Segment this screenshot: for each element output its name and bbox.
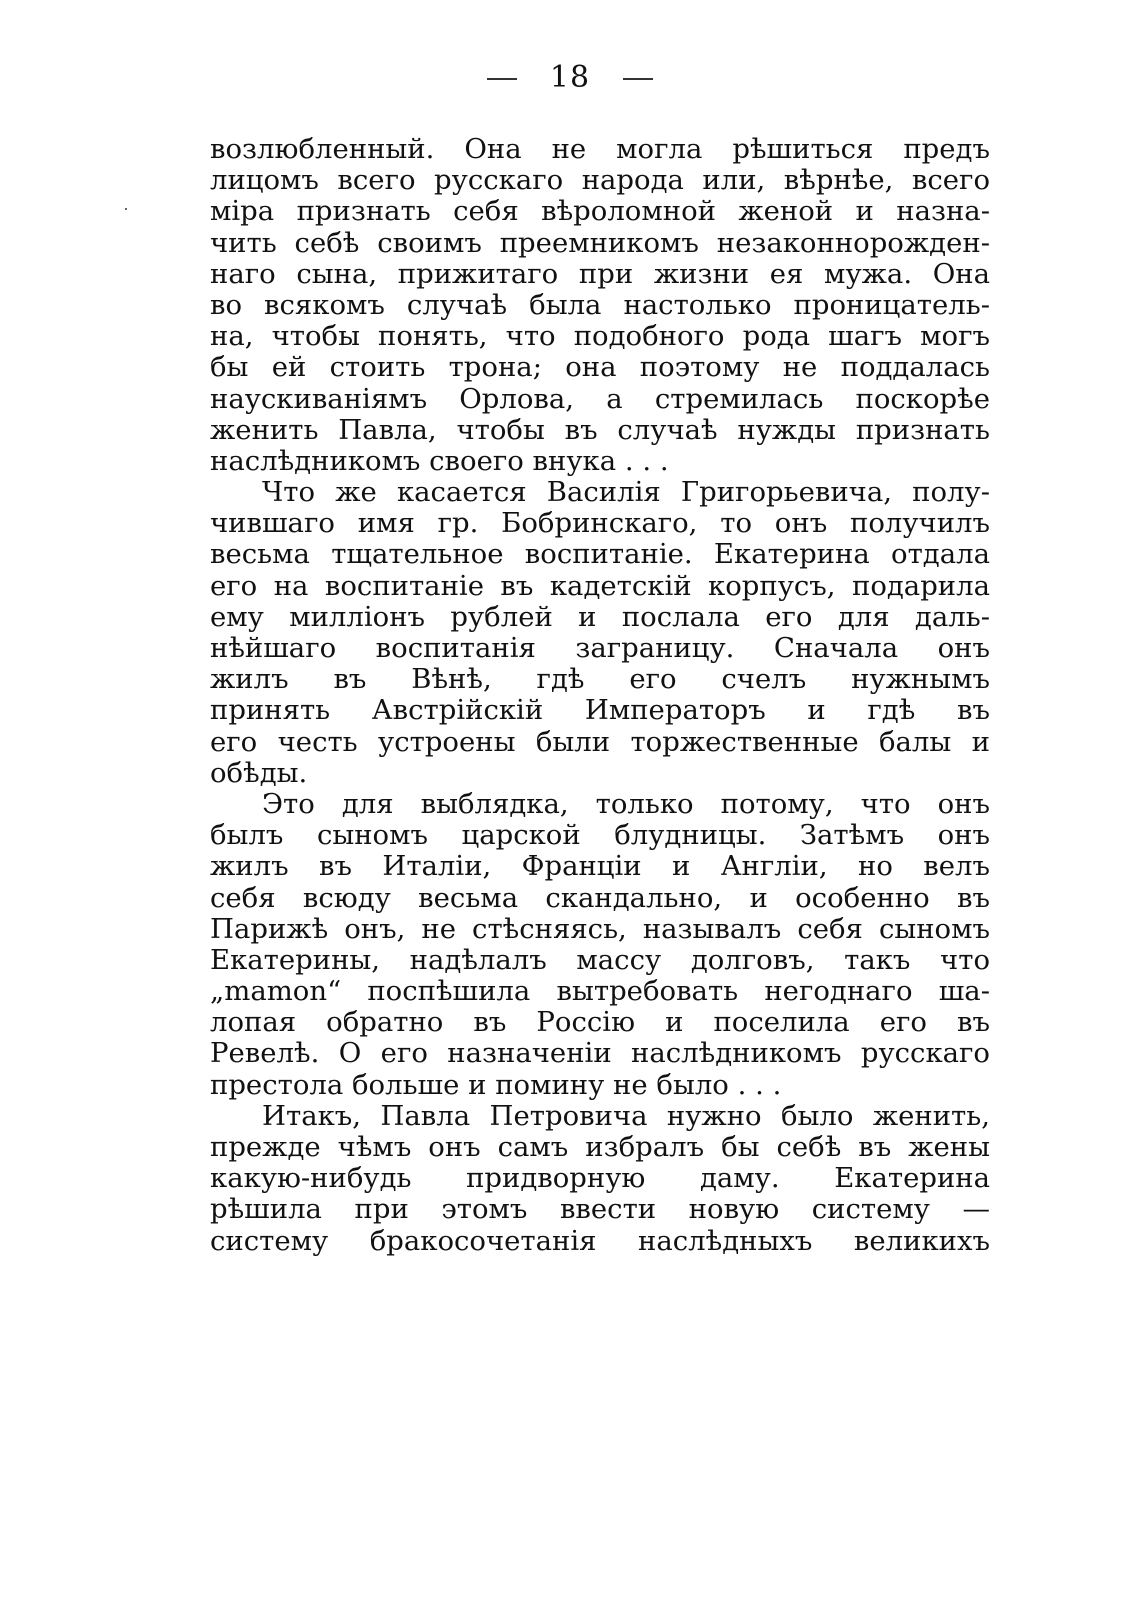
text-line: бы ей стоить трона; она поэтому не поддалась xyxy=(210,352,990,384)
text-line: Это для выблядка, только потому, что онъ xyxy=(262,788,990,820)
right-dash-ornament xyxy=(623,78,653,80)
text-line: наускиваніямъ Орлова, а стремилась поскорѣе xyxy=(210,383,990,415)
text-line: себя всюду весьма скандально, и особенно въ xyxy=(210,882,990,914)
text-line: наслѣдникомъ своего внука . . . xyxy=(210,445,669,477)
text-line: возлюбленный. Она не могла рѣшиться предъ xyxy=(210,134,990,165)
text-line: жилъ въ Италіи, Франціи и Англіи, но велъ xyxy=(210,851,990,883)
text-line: Ревелѣ. О его назначеніи наслѣдникомъ русскаго xyxy=(210,1038,990,1070)
text-line: систему бракосочетанія наслѣдныхъ великихъ xyxy=(210,1225,990,1257)
text-line: какую-нибудь придворную даму. Екатерина xyxy=(210,1163,990,1195)
paragraph-1 xyxy=(210,134,990,477)
text-line: во всякомъ случаѣ была настолько проницатель- xyxy=(210,289,990,321)
text-line: принять Австрійскій Императоръ и гдѣ въ xyxy=(210,695,990,727)
text-line: лопая обратно въ Россію и поселила его въ xyxy=(210,1007,990,1039)
text-line: міра признать себя вѣроломной женой и назна- xyxy=(210,196,990,228)
scan-speck xyxy=(125,208,127,210)
text-line: весьма тщательное воспитаніе. Екатерина отдала xyxy=(210,539,990,571)
text-line: на, чтобы понять, что подобного рода шагъ могъ xyxy=(210,321,990,353)
text-line: „mamon“ поспѣшила вытребовать негоднаго ша- xyxy=(210,976,990,1008)
text-line: жилъ въ Вѣнѣ, гдѣ его счелъ нужнымъ xyxy=(210,664,990,696)
text-line: чившаго имя гр. Бобринскаго, то онъ получилъ xyxy=(210,508,990,540)
text-line: женить Павла, чтобы въ случаѣ нужды признать xyxy=(210,414,990,446)
text-line: Парижѣ онъ, не стѣсняясь, называлъ себя сыномъ xyxy=(210,913,990,945)
text-line: его на воспитаніе въ кадетскій корпусъ, подарила xyxy=(210,570,990,602)
page-number-header xyxy=(0,60,1140,96)
paragraph-3 xyxy=(210,789,990,1101)
page-number: 18 xyxy=(549,60,591,95)
text-line: лицомъ всего русскаго народа или, вѣрнѣе, всего xyxy=(210,165,990,197)
text-line: Итакъ, Павла Петровича нужно было женить, xyxy=(262,1100,990,1132)
left-dash-ornament xyxy=(487,78,517,80)
text-line: прежде чѣмъ онъ самъ избралъ бы себѣ въ жены xyxy=(210,1132,990,1163)
paragraph-2 xyxy=(210,477,990,789)
paragraph-4 xyxy=(210,1101,990,1257)
text-line: чить себѣ своимъ преемникомъ незаконнорожден- xyxy=(210,227,990,259)
text-line: былъ сыномъ царской блудницы. Затѣмъ онъ xyxy=(210,820,990,852)
text-line: нѣйшаго воспитанія заграницу. Сначала онъ xyxy=(210,633,990,664)
text-line: его честь устроены были торжественные балы и xyxy=(210,726,990,758)
text-line: престола больше и помину не было . . . xyxy=(210,1069,782,1101)
text-line: ему милліонъ рублей и послала его для даль- xyxy=(210,601,990,633)
text-line: наго сына, прижитаго при жизни ея мужа. Она xyxy=(210,258,990,290)
text-line: рѣшила при этомъ ввести новую систему — xyxy=(210,1194,990,1226)
text-line: Что же касается Василія Григорьевича, полу- xyxy=(262,477,990,509)
text-line: Екатерины, надѣлалъ массу долговъ, такъ что xyxy=(210,944,990,976)
body-text xyxy=(210,134,990,1257)
text-line: обѣды. xyxy=(210,757,308,789)
